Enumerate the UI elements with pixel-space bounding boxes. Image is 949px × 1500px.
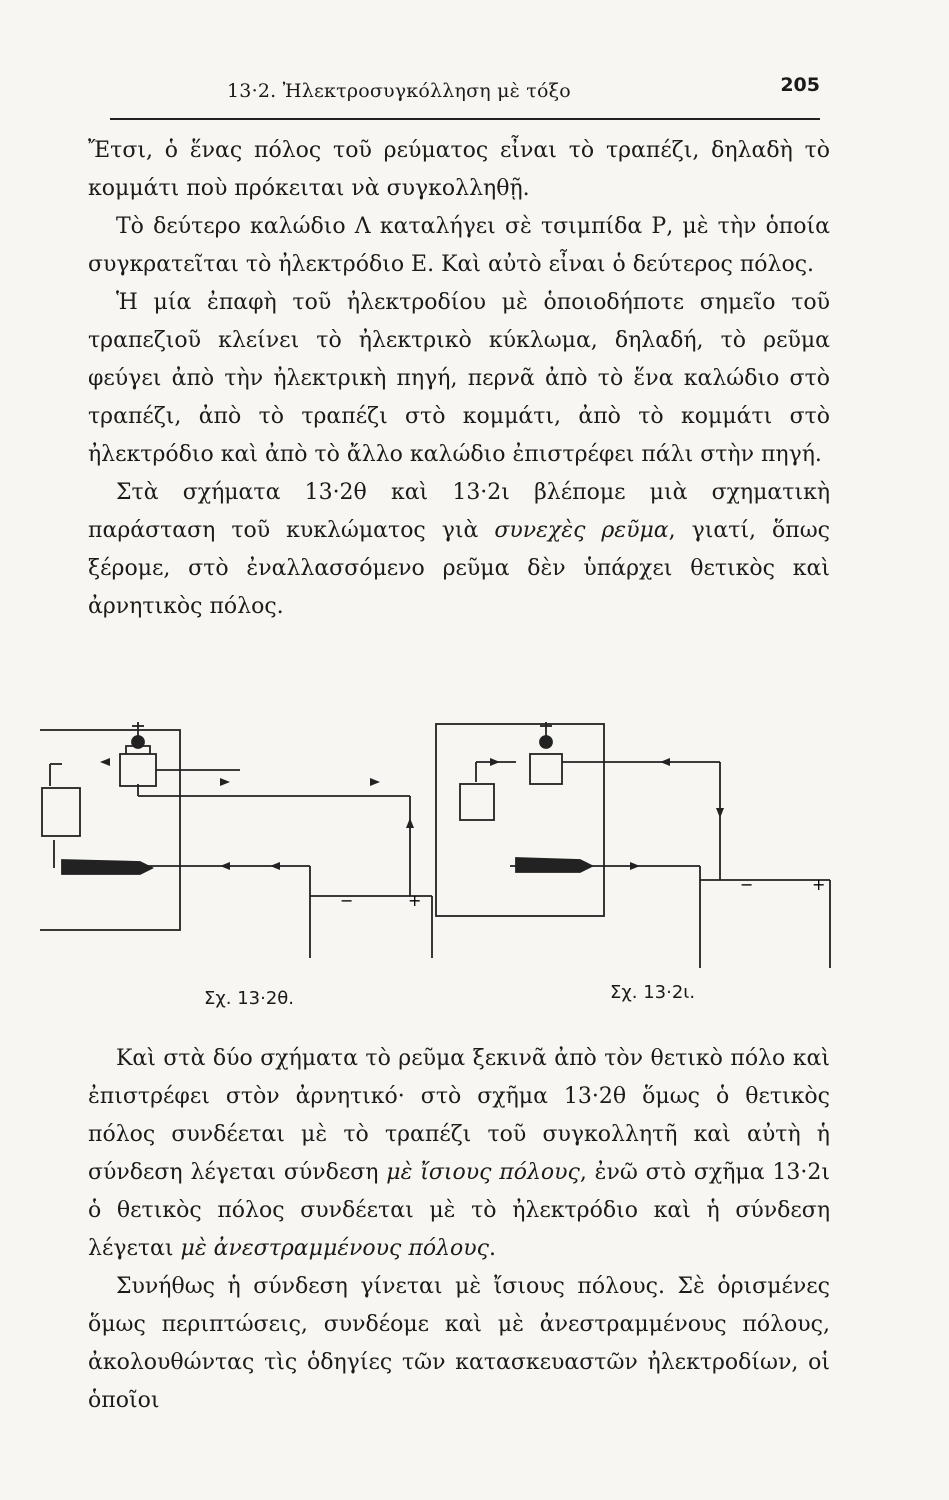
- running-title: 13·2. Ἠλεκτροσυγκόλληση μὲ τόξο: [227, 80, 571, 102]
- paragraph-2: Τὸ δεύτερο καλώδιο Λ καταλήγει σὲ τσιμπίδα Ρ, μὲ τὴν ὁποία συγκρατεῖται τὸ ἠλεκτρόδιο Ε. Καὶ αὐτὸ εἶναι ὁ δεύτερος πόλος.: [88, 214, 830, 277]
- figures-area: [40, 718, 840, 1018]
- right-plus-sign: +: [812, 875, 826, 894]
- right-clamp: [530, 754, 562, 784]
- right-electrode: [516, 858, 592, 872]
- paragraph-5-emphasis-2: μὲ ἀνεστραμμένους πόλους: [180, 1236, 489, 1261]
- page-header: [110, 68, 820, 120]
- circuit-diagrams: [40, 718, 840, 1018]
- figure-caption-right: Σχ. 13·2ι.: [610, 982, 696, 1003]
- paragraph-4-part-a: Στὰ σχήματα 13·2θ καὶ 13·2ι βλέπομε μιὰ σχηματικὴ παράσταση τοῦ κυκλώματος γιὰ: [88, 480, 830, 543]
- left-clamp: [120, 754, 156, 786]
- paragraph-5-part-b: , ἐνῶ στὸ σχῆμα 13·2ι ὁ θετικὸς πόλος συνδέεται μὲ τὸ ἠλεκτρόδιο καὶ ἡ σύνδεση λέγεται: [88, 1160, 831, 1261]
- current-arrows: [100, 758, 724, 870]
- figure-caption-left: Σχ. 13·2θ.: [204, 988, 295, 1009]
- paragraph-5: [88, 1040, 830, 1268]
- paragraph-5-emphasis-1: μὲ ἴσιους πόλους: [386, 1160, 580, 1185]
- left-minus-sign: −: [340, 891, 354, 910]
- right-minus-sign: −: [740, 875, 754, 894]
- page-number: 205: [780, 74, 820, 96]
- paragraph-6: Συνήθως ἡ σύνδεση γίνεται μὲ ἴσιους πόλους. Σὲ ὁρισμένες ὅμως περιπτώσεις, συνδέομε καὶ μὲ ἀνεστραμμένους πόλους, ἀκολουθώντας τὶς ὁδηγίες τῶν κατασκευαστῶν ἠλεκτροδίων, οἱ ὁποῖοι: [88, 1274, 830, 1413]
- paragraph-5-part-a: Καὶ στὰ δύο σχήματα τὸ ρεῦμα ξεκινᾶ ἀπὸ τὸν θετικὸ πόλο καὶ ἐπιστρέφει στὸν ἀρνητικό· στὸ σχῆμα 13·2θ ὅμως ὁ θετικὸς πόλος συνδέεται μὲ τὸ τραπέζι τοῦ συγκολλητῆ καὶ αὐτὴ ἡ σύνδεση λέγεται σύνδεση: [88, 1046, 830, 1185]
- paragraph-3: Ἡ μία ἐπαφὴ τοῦ ἠλεκτροδίου μὲ ὁποιοδήποτε σημεῖο τοῦ τραπεζιοῦ κλείνει τὸ ἠλεκτρικὸ κύκλωμα, δηλαδή, τὸ ρεῦμα φεύγει ἀπὸ τὴν ἠλεκτρικὴ πηγή, περνᾶ ἀπὸ τὸ ἕνα καλώδιο στὸ τραπέζι, ἀπὸ τὸ τραπέζι στὸ κομμάτι, ἀπὸ τὸ κομμάτι στὸ ἠλεκτρόδιο καὶ ἀπὸ τὸ ἄλλο καλώδιο ἐπιστρέφει πάλι στὴν πηγή.: [88, 290, 830, 467]
- left-workpiece: [42, 788, 80, 836]
- left-plus-sign: +: [408, 891, 422, 910]
- left-electrode: [62, 860, 152, 874]
- paragraph-1: Ἔτσι, ὁ ἕνας πόλος τοῦ ρεύματος εἶναι τὸ τραπέζι, δηλαδὴ τὸ κομμάτι ποὺ πρόκειται νὰ συγκολληθῇ.: [88, 138, 830, 201]
- paragraph-4-part-b: , γιατί, ὅπως ξέρομε, στὸ ἐναλλασσόμενο ρεῦμα δὲν ὑπάρχει θετικὸς καὶ ἀρνητικὸς πόλος.: [88, 518, 830, 619]
- paragraph-4-emphasis: συνεχὲς ρεῦμα: [494, 518, 669, 543]
- right-workpiece: [460, 784, 494, 820]
- body-text-top: [88, 132, 830, 626]
- paragraph-5-part-c: .: [488, 1236, 496, 1261]
- body-text-bottom: [88, 1040, 830, 1420]
- paragraph-4: [88, 474, 830, 626]
